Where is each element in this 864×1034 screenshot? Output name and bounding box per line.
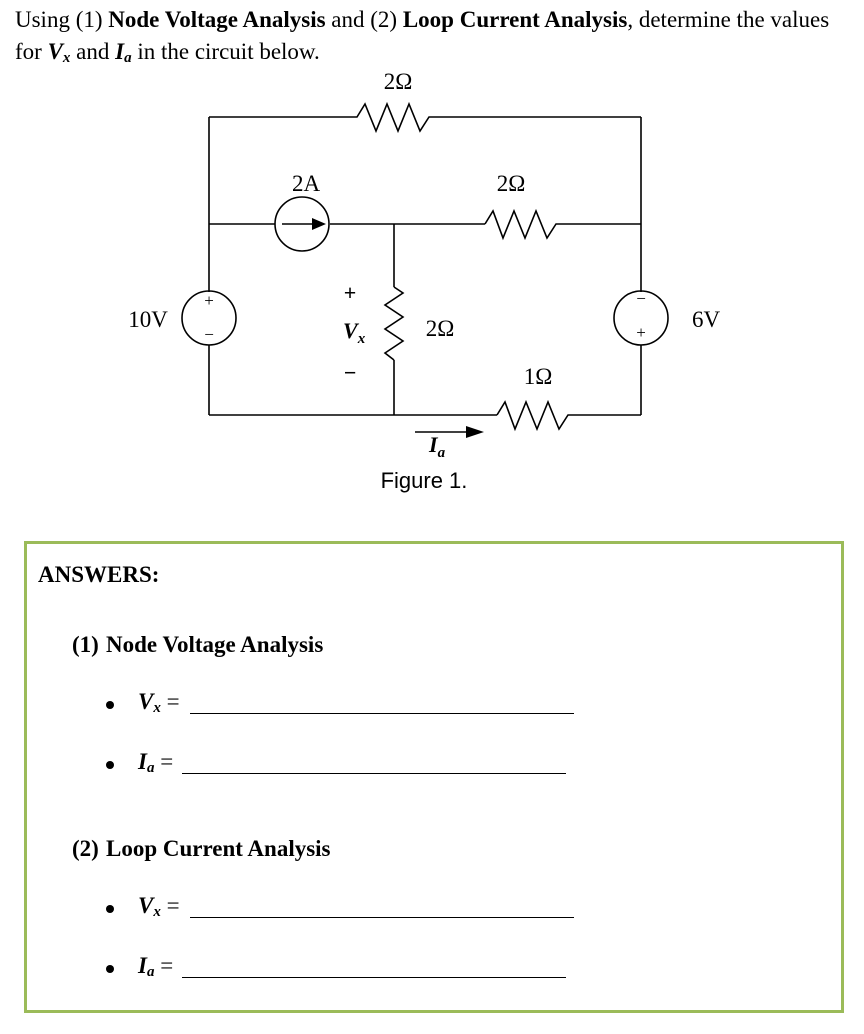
answer-blank-node-ia[interactable] — [182, 773, 566, 774]
answer-label-ia: $I_a$ = — [138, 953, 174, 980]
circuit-wires — [182, 104, 668, 432]
bullet-icon — [106, 761, 114, 769]
right-source-plus: + — [636, 323, 646, 342]
label-r-bottom-right: 1Ω — [523, 364, 553, 389]
label-left-source: 10V — [128, 307, 168, 332]
section-loop-current-title: (2) Loop Current Analysis — [72, 836, 331, 861]
mid-right-resistor — [485, 211, 641, 238]
bullet-icon — [106, 965, 114, 973]
answer-blank-loop-vx[interactable] — [190, 917, 574, 918]
answer-row-node-ia — [106, 749, 576, 781]
ia-arrow-icon — [466, 426, 484, 438]
label-r-center: 2Ω — [425, 316, 455, 341]
center-resistor — [385, 287, 403, 360]
right-source-minus: − — [636, 289, 646, 308]
left-source-minus: − — [204, 325, 214, 344]
answer-label-vx: $V_x$ = — [138, 893, 180, 920]
label-r-top: 2Ω — [383, 69, 413, 94]
answer-label-ia: $I_a$ = — [138, 749, 174, 776]
section-node-voltage-title: (1) Node Voltage Analysis — [72, 632, 324, 657]
label-right-source: 6V — [691, 307, 721, 332]
answer-row-loop-vx — [106, 893, 576, 925]
vx-minus: − — [343, 360, 357, 385]
answer-label-vx: $V_x$ = — [138, 689, 180, 716]
top-wire-resistor — [209, 104, 641, 131]
left-source-plus: + — [204, 291, 214, 310]
bullet-icon — [106, 701, 114, 709]
answer-row-loop-ia — [106, 953, 576, 985]
question-text: Using (1) Node Voltage Analysis and (2) Loop Current Analysis, determine the values for $V_x$ and $I_a$ in the circuit below. — [15, 7, 830, 66]
answers-heading: ANSWERS: — [38, 562, 160, 587]
bottom-right-resistor — [497, 402, 641, 429]
label-r-mid-right: 2Ω — [496, 171, 526, 196]
answer-row-node-vx — [106, 689, 576, 721]
vx-label: $V_x$ — [343, 318, 366, 347]
current-direction-arrow-icon — [312, 218, 326, 230]
label-current-source: 2A — [291, 171, 321, 196]
figure-caption: Figure 1. — [380, 468, 468, 493]
vx-plus: + — [343, 280, 357, 305]
ia-label: $I_a$ — [429, 432, 446, 461]
bullet-icon — [106, 905, 114, 913]
answer-blank-loop-ia[interactable] — [182, 977, 566, 978]
answer-blank-node-vx[interactable] — [190, 713, 574, 714]
